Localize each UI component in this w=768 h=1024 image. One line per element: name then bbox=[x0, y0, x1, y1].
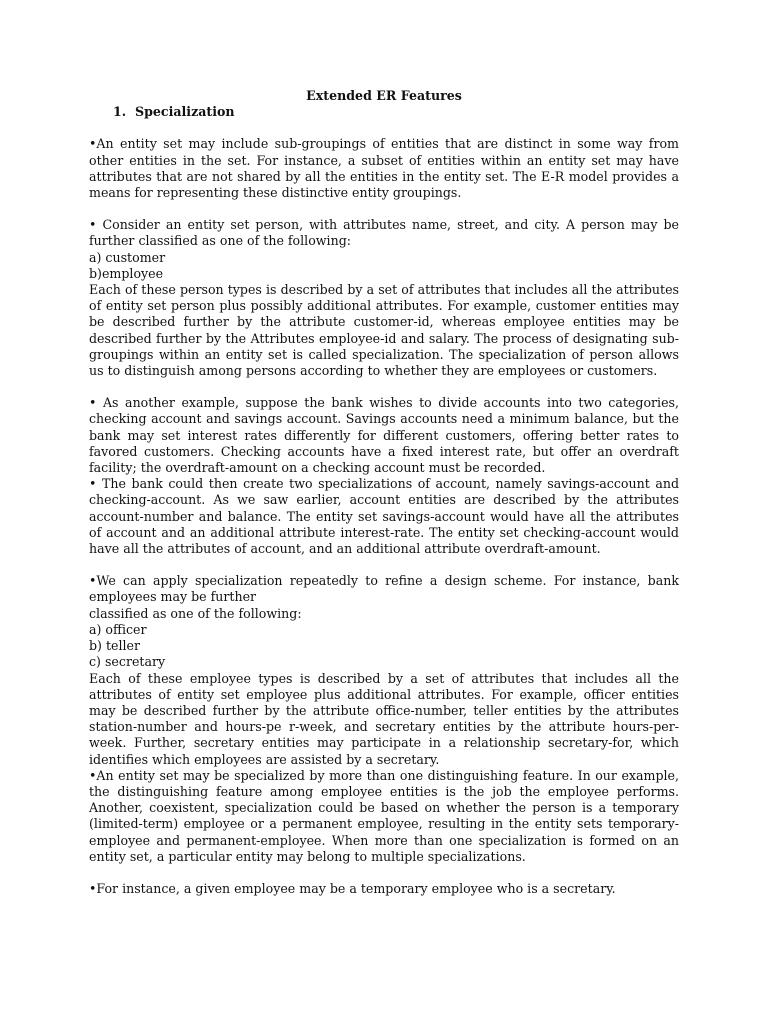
paragraph-8: •An entity set may be specialized by more than one distinguishing feature. In our example, the distinguishing feature among employee entities is the job the employee performs. Another, coexistent, specialization could be based on whether the person is a temporary (limited-term) employee or a permanent employee, resulting in the entity sets temporary-employee and permanent-employee. When more than one specialization is formed on an entity set, a particular entity may belong to multiple specializations. bbox=[89, 767, 679, 864]
paragraph-2: • Consider an entity set person, with attributes name, street, and city. A person may be further classified as one of the following: bbox=[89, 217, 679, 249]
document-page bbox=[89, 88, 679, 897]
paragraph-6-line: classified as one of the following: bbox=[89, 605, 302, 621]
list-item: a) customer bbox=[89, 249, 166, 265]
section-number: 1. bbox=[113, 104, 127, 120]
paragraph-5: • The bank could then create two specializations of account, namely savings-account and checking-account. As we saw earlier, account entities are described by the attributes account-number and balance. The entity set savings-account would have all the attributes of account and an additional attribute interest-rate. The entity set checking-account would have all the attributes of account, and an additional attribute overdraft-amount. bbox=[89, 476, 679, 557]
list-item: b) teller bbox=[89, 638, 141, 654]
list-item: b)employee bbox=[89, 265, 164, 281]
paragraph-3: Each of these person types is described by a set of attributes that includes all the attributes of entity set person plus possibly additional attributes. For example, customer entities may be described further by the attribute customer-id, whereas employee entities may be described further by the Attributes employee-id and salary. The process of designating sub-groupings within an entity set is called specialization. The specialization of person allows us to distinguish among persons according to whether they are employees or customers. bbox=[89, 282, 679, 379]
paragraph-7: Each of these employee types is described by a set of attributes that includes all the attributes of entity set employee plus additional attributes. For example, officer entities may be described further by the attribute office-number, teller entities by the attributes station-number and hours-pe r-week, and secretary entities by the attribute hours-per-week. Further, secretary entities may participate in a relationship secretary-for, which identifies which employees are assisted by a secretary. bbox=[89, 670, 679, 767]
section-title: Specialization bbox=[135, 104, 235, 120]
list-item: c) secretary bbox=[89, 654, 166, 670]
paragraph-1: •An entity set may include sub-groupings of entities that are distinct in some way from other entities in the set. For instance, a subset of entities within an entity set may have attributes that are not shared by all the entities in the entity set. The E-R model provides a means for representing these distinctive entity groupings. bbox=[89, 136, 679, 201]
document-title: Extended ER Features bbox=[306, 88, 462, 103]
paragraph-6: •We can apply specialization repeatedly to refine a design scheme. For instance, bank employees may be further bbox=[89, 573, 679, 605]
paragraph-4: • As another example, suppose the bank wishes to divide accounts into two categories, checking account and savings account. Savings accounts need a minimum balance, but the bank may set interest rates differently for different customers, offering better rates to favored customers. Checking accounts have a fixed interest rate, but offer an overdraft facility; the overdraft-amount on a checking account must be recorded. bbox=[89, 395, 679, 476]
list-item: a) officer bbox=[89, 621, 147, 637]
paragraph-9: •For instance, a given employee may be a temporary employee who is a secretary. bbox=[89, 880, 616, 896]
section-heading bbox=[89, 104, 679, 120]
